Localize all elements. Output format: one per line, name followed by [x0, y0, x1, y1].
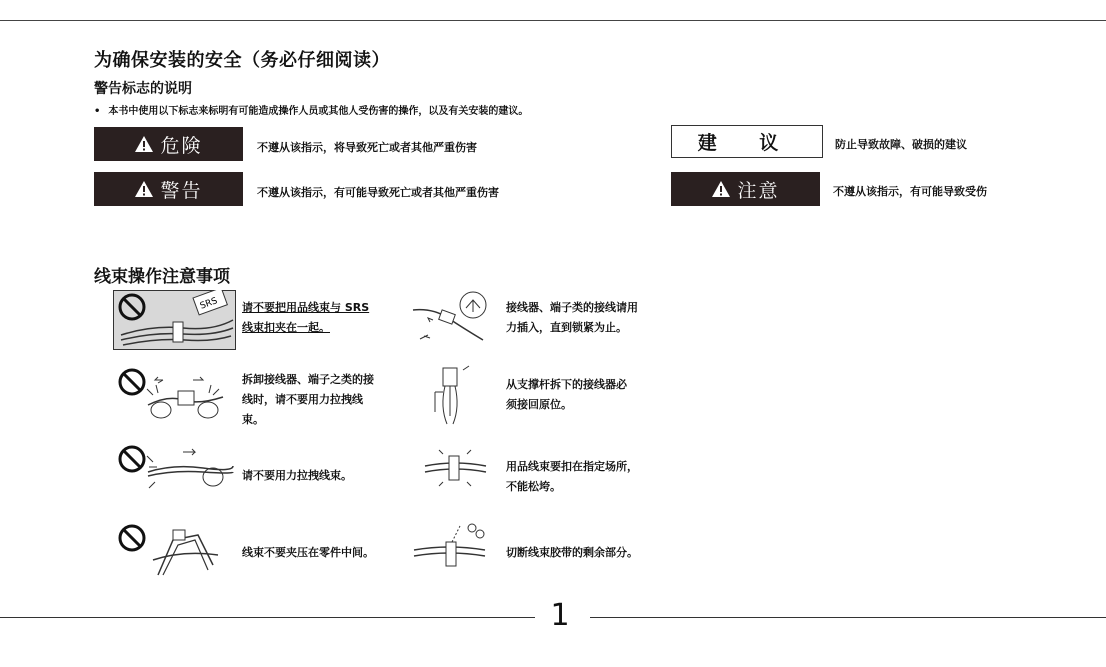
caption-left-3	[242, 466, 352, 486]
cut-tape-illustration	[412, 520, 487, 575]
harness-clamp-illustration	[423, 448, 488, 488]
caption-right-2	[506, 375, 627, 415]
caption-left-2-line1: 拆卸接线器、端子之类的接	[242, 373, 374, 386]
caution-label-text: 注意	[737, 179, 780, 202]
advice-label-text: 建 议	[697, 132, 797, 154]
warning-symbols-subtitle: 警告标志的说明	[94, 81, 192, 97]
footer-rule-right	[590, 617, 1106, 618]
pull-harness-illustration	[113, 442, 235, 500]
connector-pull-illustration	[113, 365, 235, 430]
danger-description: 不遵从该指示，将导致死亡或者其他严重伤害	[257, 141, 477, 154]
caption-left-1	[242, 298, 369, 338]
caption-left-1-line2: 线束扣夹在一起。	[242, 321, 330, 334]
caption-right-2-line1: 从支撑杆拆下的接线器必	[506, 378, 627, 391]
srs-harness-illustration	[113, 290, 236, 350]
caption-right-4	[506, 543, 638, 563]
warning-label-text: 警告	[160, 179, 203, 202]
caption-left-2-line3: 束。	[242, 413, 264, 426]
caption-left-2-line2: 线时，请不要用力拉拽线	[242, 393, 363, 406]
caution-description: 不遵从该指示，有可能导致受伤	[833, 185, 987, 198]
caption-left-4-line1: 线束不要夹压在零件中间。	[242, 546, 374, 559]
bullet-dot: •	[94, 106, 101, 117]
caption-right-3-line1: 用品线束要扣在指定场所，	[506, 460, 638, 473]
caption-right-1-line2: 力插入，直到锁紧为止。	[506, 321, 627, 334]
connector-insert-illustration	[408, 290, 498, 350]
caption-left-3-line1: 请不要用力拉拽线束。	[242, 469, 352, 482]
danger-label-text: 危険	[160, 134, 203, 157]
caution-label	[671, 172, 820, 206]
advice-description: 防止导致故障、破损的建议	[835, 138, 967, 151]
footer-rule-left	[0, 617, 535, 618]
caption-right-2-line2: 须接回原位。	[506, 398, 572, 411]
prohibition-icon	[120, 526, 144, 550]
caption-left-1-line1: 请不要把用品线束与 SRS	[242, 301, 370, 314]
caption-right-4-line1: 切断线束胶带的剩余部分。	[506, 546, 638, 559]
page-title: 为确保安装的安全（务必仔细阅读）	[94, 50, 390, 71]
warning-description: 不遵从该指示，有可能导致死亡或者其他严重伤害	[257, 186, 499, 199]
warning-triangle-icon	[711, 180, 731, 198]
top-rule	[0, 20, 1106, 21]
intro-bullet	[94, 102, 528, 117]
caption-right-3-line2: 不能松垮。	[506, 480, 561, 493]
caption-left-2	[242, 370, 374, 430]
caption-right-1-line1: 接线器、端子类的接线请用	[506, 301, 638, 314]
section-heading: 线束操作注意事项	[94, 267, 230, 287]
warning-triangle-icon	[134, 135, 154, 153]
danger-label	[94, 127, 243, 161]
intro-text: 本书中使用以下标志来标明有可能造成操作人员或其他人受伤害的操作，以及有关安装的建议。	[108, 106, 529, 117]
connector-bracket-illustration	[425, 362, 480, 430]
caption-left-4	[242, 543, 374, 563]
caption-right-1	[506, 298, 638, 338]
warning-triangle-icon	[134, 180, 154, 198]
prohibition-icon	[120, 370, 144, 394]
srs-tag: SRS	[198, 296, 219, 312]
page-number: 1	[550, 598, 570, 633]
warning-label	[94, 172, 243, 206]
advice-label	[671, 125, 823, 158]
prohibition-icon	[120, 447, 144, 471]
pinched-harness-illustration	[113, 520, 235, 580]
caption-right-3	[506, 457, 638, 497]
